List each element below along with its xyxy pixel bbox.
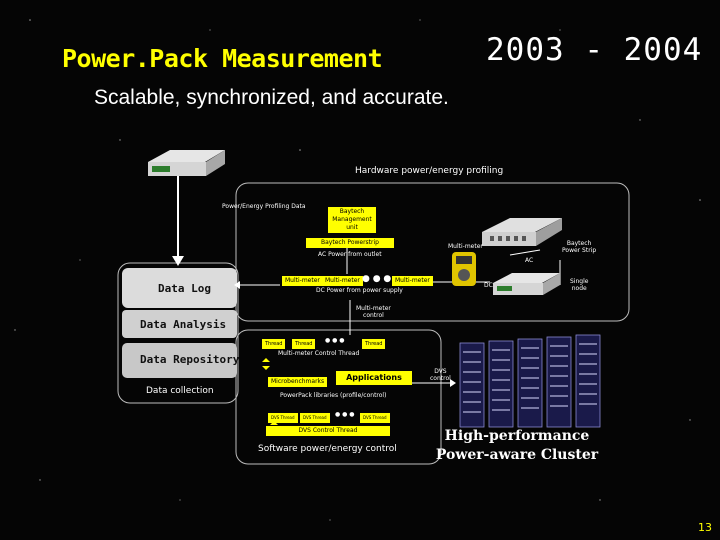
multimeter-box-3: Multi-meter — [392, 276, 433, 286]
mm-control-line-1: Multi-meter — [356, 305, 391, 312]
dvs-thread-box-1: DVS Thread — [268, 413, 298, 423]
single-node-label — [570, 278, 588, 292]
multimeter-ellipsis: ● ● ● — [362, 274, 392, 284]
multimeter-box-1: Multi-meter — [282, 276, 323, 286]
cluster-caption-line-2: Power-aware Cluster — [435, 447, 599, 463]
single-node-icon — [493, 273, 560, 295]
ac-label: AC — [525, 257, 534, 264]
dvs-ellipsis: ● ● ● — [335, 411, 355, 418]
multimeter-box-2: Multi-meter — [322, 276, 363, 286]
ac-outlet-label: AC Power from outlet — [318, 251, 382, 258]
data-analysis-label: Data Analysis — [140, 318, 227, 331]
dc-label: DC — [484, 282, 493, 289]
applications-box: Applications — [336, 371, 412, 385]
mgmt-line-3: unit — [346, 224, 358, 231]
baytech-strip-line-1: Baytech — [566, 240, 592, 247]
baytech-strip-label — [562, 240, 596, 254]
multimeter-label: Multi-meter — [448, 243, 483, 250]
single-node-line-1: Single — [570, 278, 589, 285]
baytech-power-strip-icon — [482, 218, 562, 246]
mgmt-line-1: Baytech — [339, 208, 365, 215]
slide-title: Power.Pack Measurement — [62, 44, 383, 73]
baytech-strip-line-2: Power Strip — [562, 247, 597, 254]
thread-box-2: Thread — [292, 339, 315, 349]
hardware-heading: Hardware power/energy profiling — [355, 166, 504, 176]
profiling-data-label: Power/Energy Profiling Data — [222, 203, 306, 210]
cluster-caption — [424, 427, 610, 465]
dvs-control-label — [430, 368, 451, 382]
dvs-control-thread-box: DVS Control Thread — [266, 426, 390, 436]
mm-control-thread-label: Multi-meter Control Thread — [278, 350, 360, 357]
dvs-thread-box-3: DVS Thread — [360, 413, 390, 423]
server-node-icon — [148, 150, 225, 176]
data-repository-label: Data Repository — [140, 353, 240, 366]
thread-box-3: Thread — [362, 339, 385, 349]
baytech-powerstrip-box: Baytech Powerstrip — [306, 238, 394, 248]
page-number: 13 — [698, 521, 712, 534]
cluster-caption-line-1: High-performance — [444, 428, 590, 444]
single-node-line-2: node — [571, 285, 587, 292]
cluster-racks-icon — [460, 335, 600, 427]
dvs-control-line-1: DVS — [434, 368, 447, 375]
baytech-mgmt-unit-box — [328, 207, 376, 233]
dc-supply-label: DC Power from power supply — [316, 287, 403, 294]
slide-subtitle: Scalable, synchronized, and accurate. — [94, 86, 449, 109]
mgmt-line-2: Management — [332, 216, 372, 223]
software-caption: Software power/energy control — [258, 444, 397, 454]
multimeter-control-label — [356, 305, 391, 319]
slide-years: 2003 - 2004 — [486, 32, 703, 68]
thread-ellipsis: ● ● ● — [325, 337, 345, 344]
mm-control-line-2: control — [363, 312, 384, 319]
thread-box-1: Thread — [262, 339, 285, 349]
microbenchmarks-box: Microbenchmarks — [268, 377, 327, 387]
multimeter-icon — [452, 252, 476, 286]
libraries-label: PowerPack libraries (profile/control) — [280, 392, 387, 399]
data-log-label: Data Log — [158, 282, 211, 295]
dvs-control-line-2: control — [430, 375, 451, 382]
dvs-thread-box-2: DVS Thread — [300, 413, 330, 423]
data-collection-label: Data collection — [146, 386, 214, 396]
